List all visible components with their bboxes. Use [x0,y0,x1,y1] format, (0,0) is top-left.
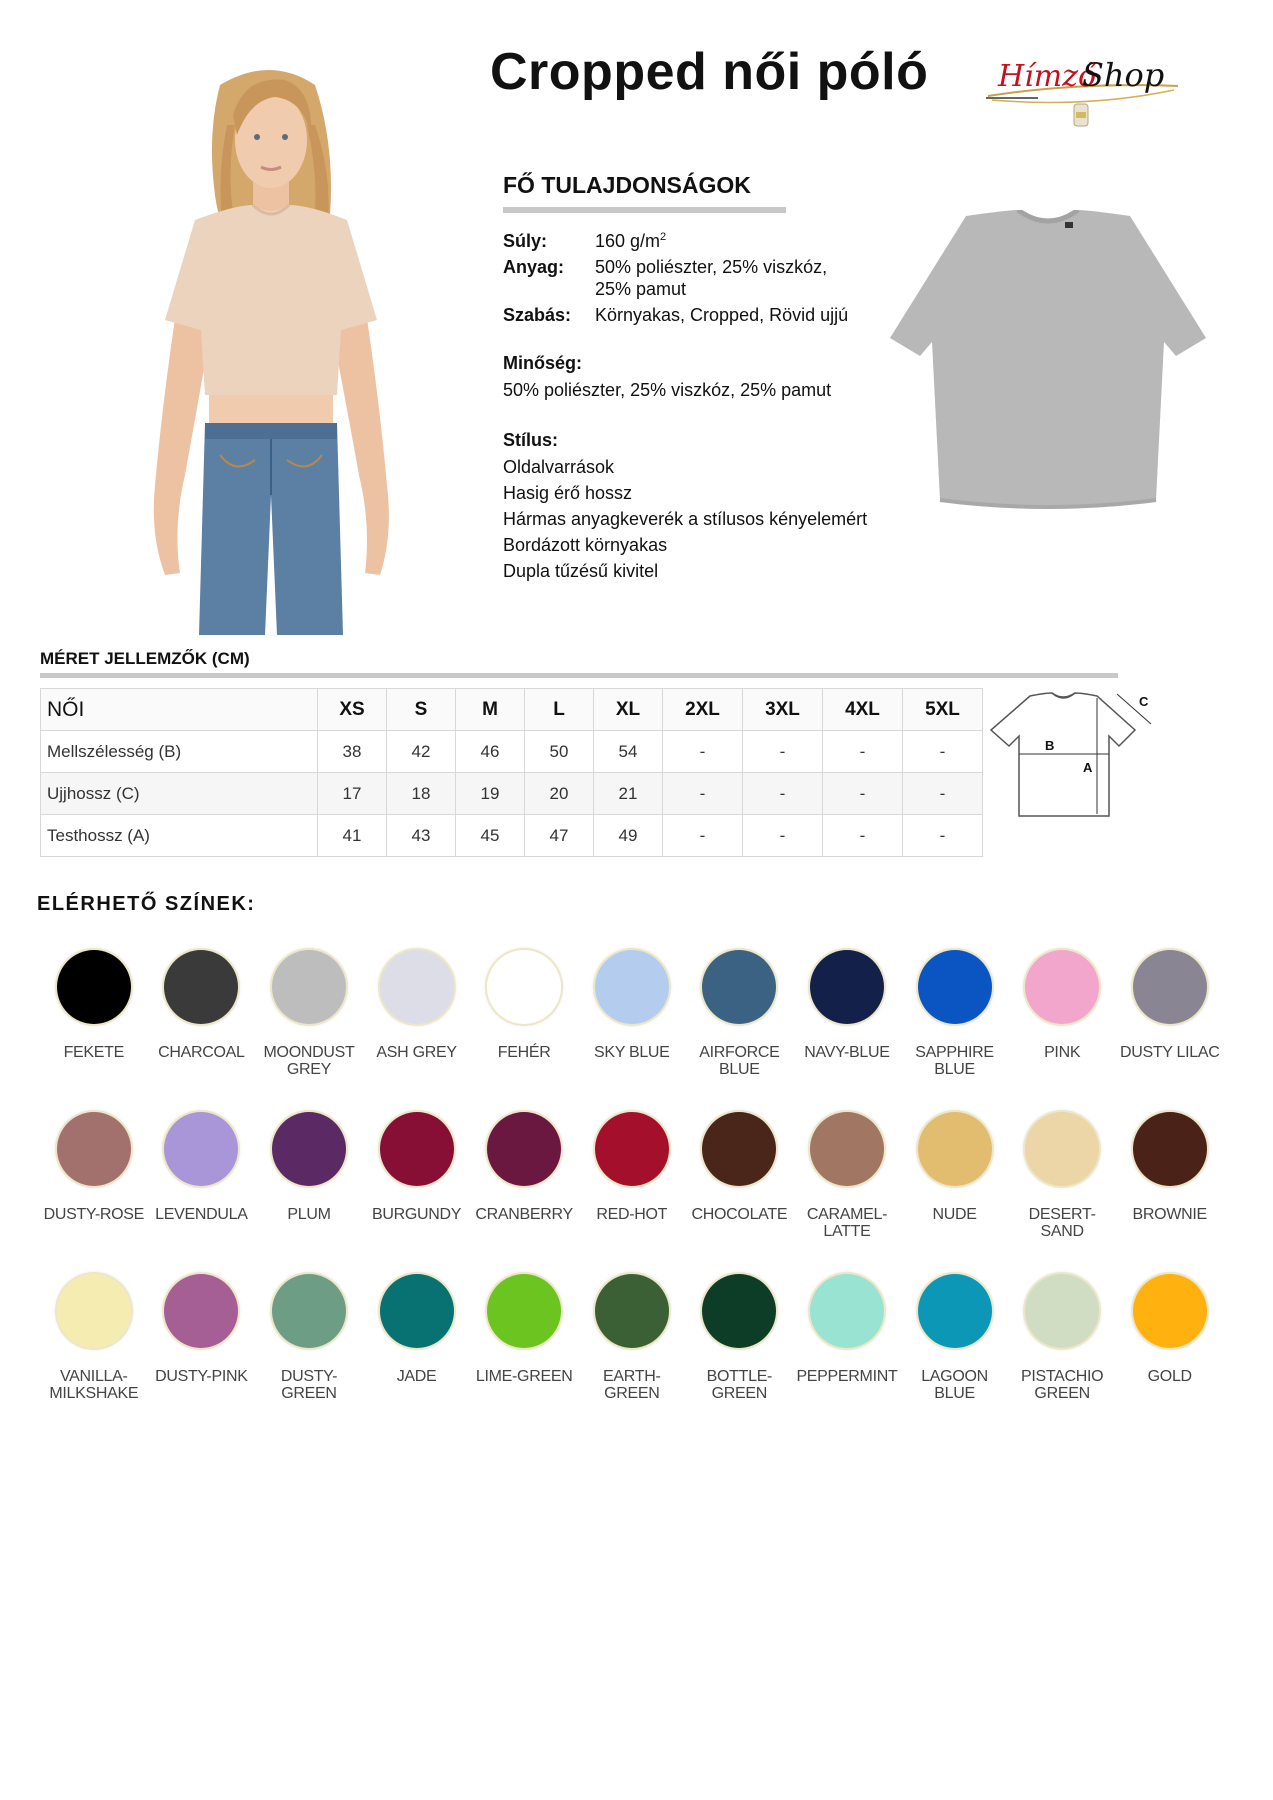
weight-row [503,230,923,252]
color-name: PISTACHIO GREEN [1020,1368,1104,1402]
color-swatch [1116,950,1224,1112]
color-dot [164,950,238,1024]
color-name: MOONDUST GREY [263,1044,355,1078]
color-swatch [686,950,794,1112]
header-cell: 2XL [663,689,743,731]
color-swatch [1116,1112,1224,1274]
weight-label: Súly: [503,231,548,251]
swatch-row [40,1274,1240,1436]
table-cell: - [743,815,823,857]
color-dot [380,950,454,1024]
style-item: Dupla tűzésű kivitel [503,561,659,581]
color-dot [918,1274,992,1348]
table-row [41,731,983,773]
color-dot [487,1112,561,1186]
logo-text-script: Hímző [998,59,1097,94]
color-name: DUSTY- GREEN [280,1368,338,1402]
color-swatch [255,1274,363,1436]
color-name: DUSTY LILAC [1119,1044,1220,1061]
table-cell: 45 [456,815,525,857]
color-swatch [363,950,471,1112]
color-swatch [1116,1274,1224,1436]
color-name: GOLD [1147,1368,1192,1385]
row-label: Mellszélesség (B) [41,731,318,773]
color-name: NUDE [932,1206,977,1223]
style-item: Hasig érő hossz [503,483,633,503]
color-name: EARTH- GREEN [603,1368,661,1402]
quality-value: 50% poliészter, 25% viszkóz, 25% pamut [503,380,832,400]
color-swatch [793,1274,901,1436]
color-name: BROWNIE [1132,1206,1207,1223]
table-cell: 46 [456,731,525,773]
color-dot [918,950,992,1024]
table-cell: - [823,815,903,857]
color-name: SAPPHIRE BLUE [915,1044,994,1078]
color-name: NAVY-BLUE [804,1044,890,1061]
table-cell: 20 [525,773,594,815]
color-name: FEHÉR [497,1044,551,1061]
color-swatch [363,1112,471,1274]
color-swatch [255,950,363,1112]
header-cell: 4XL [823,689,903,731]
color-swatch [686,1112,794,1274]
color-swatch [793,1112,901,1274]
diagram-label-c: C [1139,694,1149,709]
table-cell: 38 [318,731,387,773]
table-cell: 49 [594,815,663,857]
logo-text-main: Shop [1082,56,1165,94]
color-dot [595,1112,669,1186]
header-cell: 3XL [743,689,823,731]
color-swatch [470,950,578,1112]
color-swatch [1008,1112,1116,1274]
style-label: Stílus: [503,430,559,450]
diagram-label-b: B [1045,738,1055,753]
color-swatch [148,1274,256,1436]
color-swatch [470,1274,578,1436]
color-swatch [148,1112,256,1274]
color-name: SKY BLUE [593,1044,670,1061]
weight-value: 160 $g/m^2$ [595,231,667,251]
color-name: DUSTY-PINK [155,1368,248,1385]
color-dot [918,1112,992,1186]
row-label: Ujjhossz (C) [41,773,318,815]
color-dot [164,1112,238,1186]
color-name: DUSTY-ROSE [43,1206,145,1223]
color-name: FEKETE [63,1044,125,1061]
header-cell: XS [318,689,387,731]
table-cell: 19 [456,773,525,815]
color-dot [1025,950,1099,1024]
color-swatch [578,1112,686,1274]
size-table [40,688,983,857]
material-value: 50% poliészter, 25% viszkóz, 25% pamut [595,257,828,299]
color-swatch [255,1112,363,1274]
cut-value: Környakas, Cropped, Rövid ujjú [595,305,849,325]
product-photo [888,210,1208,510]
color-dot [1133,950,1207,1024]
color-dot [595,1274,669,1348]
color-name: CHARCOAL [158,1044,245,1061]
table-row [41,815,983,857]
color-name: AIRFORCE BLUE [699,1044,780,1078]
color-name: ASH GREY [376,1044,457,1061]
table-cell: - [903,773,983,815]
color-dot [702,1274,776,1348]
color-swatch [148,950,256,1112]
color-dot [810,1112,884,1186]
color-swatch [901,1274,1009,1436]
table-cell: 50 [525,731,594,773]
color-dot [810,1274,884,1348]
colors-heading: ELÉRHETŐ SZÍNEK: [37,893,256,915]
color-swatch [901,1112,1009,1274]
diagram-label-a: A [1083,760,1093,775]
color-dot [272,950,346,1024]
color-swatch [1008,950,1116,1112]
color-swatch [363,1274,471,1436]
table-cell: 47 [525,815,594,857]
color-name: PLUM [287,1206,331,1223]
color-name: BURGUNDY [371,1206,462,1223]
table-cell: - [663,731,743,773]
color-swatch [470,1112,578,1274]
table-cell: - [663,773,743,815]
color-swatch [40,1274,148,1436]
color-name: LAGOON BLUE [921,1368,988,1402]
color-swatch [40,950,148,1112]
color-dot [702,1112,776,1186]
color-dot [595,950,669,1024]
color-dot [272,1274,346,1348]
color-dot [487,1274,561,1348]
cut-row [503,304,923,326]
color-name: VANILLA- MILKSHAKE [49,1368,139,1402]
color-dot [380,1274,454,1348]
quality-block [503,352,923,403]
color-dot [1025,1112,1099,1186]
table-cell: - [903,815,983,857]
color-dot [272,1112,346,1186]
table-cell: 18 [387,773,456,815]
material-row [503,256,923,300]
color-dot [57,1274,131,1348]
cut-label: Szabás: [503,305,572,325]
color-swatch [793,950,901,1112]
color-name: RED-HOT [596,1206,668,1223]
color-swatches [40,950,1240,1436]
color-dot [164,1274,238,1348]
page-title: Cropped női póló [490,43,929,101]
color-dot [1133,1274,1207,1348]
color-dot [487,950,561,1024]
header-cell: L [525,689,594,731]
table-cell: - [743,773,823,815]
material-label: Anyag: [503,257,565,277]
himzoshop-logo [978,42,1198,142]
color-swatch [686,1274,794,1436]
color-dot [810,950,884,1024]
header-cell: 5XL [903,689,983,731]
header-cell: S [387,689,456,731]
color-swatch [1008,1274,1116,1436]
table-cell: 17 [318,773,387,815]
header-cell: XL [594,689,663,731]
table-cell: 43 [387,815,456,857]
table-cell: - [663,815,743,857]
row-label: Testhossz (A) [41,815,318,857]
size-table-header [41,689,983,731]
table-cell: - [823,773,903,815]
properties-divider [503,207,786,213]
color-swatch [578,950,686,1112]
color-swatch [901,950,1009,1112]
color-name: JADE [396,1368,437,1385]
style-block [503,429,923,584]
color-swatch [578,1274,686,1436]
swatch-row [40,1112,1240,1274]
table-cell: 41 [318,815,387,857]
color-name: CARAMEL- LATTE [806,1206,888,1240]
color-name: PEPPERMINT [796,1368,898,1385]
color-name: LIME-GREEN [475,1368,573,1385]
style-item: Bordázott környakas [503,535,668,555]
color-name: DESERT- SAND [1028,1206,1096,1240]
table-row [41,773,983,815]
properties-heading: FŐ TULAJDONSÁGOK [503,172,751,198]
table-cell: 54 [594,731,663,773]
properties-list [503,230,923,584]
header-cell: M [456,689,525,731]
color-dot [1025,1274,1099,1348]
color-name: LEVENDULA [155,1206,248,1223]
model-photo [125,55,415,635]
table-cell: - [823,731,903,773]
color-name: CRANBERRY [475,1206,573,1223]
size-table-heading: MÉRET JELLEMZŐK (CM) [40,649,250,668]
table-cell: 21 [594,773,663,815]
color-dot [380,1112,454,1186]
swatch-row [40,950,1240,1112]
color-dot [1133,1112,1207,1186]
color-name: PINK [1044,1044,1081,1061]
size-table-divider [40,673,1118,678]
size-diagram [985,688,1180,823]
color-dot [702,950,776,1024]
table-cell: - [903,731,983,773]
quality-label: Minőség: [503,353,582,373]
color-name: CHOCOLATE [691,1206,788,1223]
color-dot [57,1112,131,1186]
table-cell: 42 [387,731,456,773]
color-swatch [40,1112,148,1274]
color-name: BOTTLE- GREEN [706,1368,773,1402]
header-cell: NŐI [41,689,318,731]
style-item: Oldalvarrások [503,457,615,477]
table-cell: - [743,731,823,773]
style-item: Hármas anyagkeverék a stílusos kényelemért [503,509,868,529]
color-dot [57,950,131,1024]
